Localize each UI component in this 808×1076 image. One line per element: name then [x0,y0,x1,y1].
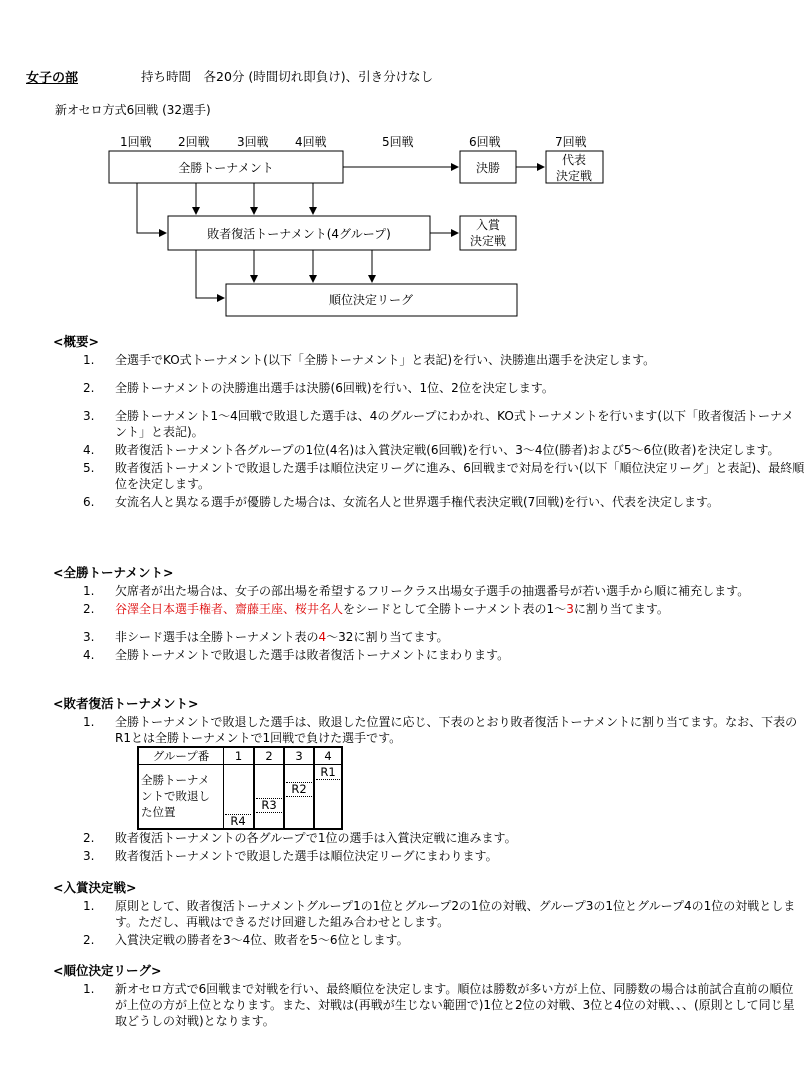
section-heading: <順位決定リーグ> [53,963,162,978]
page-title: 女子の部 [26,71,79,86]
group-number: 4 [315,748,341,765]
section-winners-tournament [53,563,805,665]
list-item: 5. 敗者復活トーナメントで敗退した選手は順位決定リーグに進み、6回戦まで対局を行い(以下「順位決定リーグ」と表記)、最終順位を決定します。 [83,461,805,491]
section-heading: <概要> [53,334,99,349]
section-overview [53,332,805,512]
list-item: 1. 新オセロ方式で6回戦まで対戦を行い、最終順位を決定します。順位は勝数が多い方が上位、同勝数の場合は前試合直前の順位が上位の方が上位となります。また、対戦は(再戦が生じない範囲で)1位と2位の対戦、3位と4位の対戦、、、(原則として同じ星取どうしの対戦)となります。 [83,982,795,1028]
list-item: 1. 原則として、敗者復活トーナメントグループ1の1位とグループ2の1位の対戦、グループ3の1位とグループ4の1位の対戦とします。ただし、再戦はできるだけ回避した組み合わせとします。 [83,899,796,929]
table-cell: R2 [286,782,312,797]
prize-label-1: 入賞 [475,218,501,232]
section-losers-tournament [53,694,805,748]
list-item: 1. 全選手でKO式トーナメント(以下「全勝トーナメント」と表記)を行い、決勝進出選手を決定します。 [83,353,656,367]
list-item: 6. 女流名人と異なる選手が優勝した場合は、女流名人と世界選手権代表決定戦(7回戦)を行い、代表を決定します。 [83,495,720,509]
list-item: 1. 欠席者が出た場合は、女子の部出場を希望するフリークラス出場女子選手の抽選番号が若い選手から順に補充します。 [83,584,750,598]
section-heading: <敗者復活トーナメント> [53,696,199,711]
group-number: 1 [224,748,255,765]
group-number: 2 [255,748,285,765]
ranking-league-label: 順位決定リーグ [328,293,414,307]
group-assignment-table [137,746,343,830]
group-number: 3 [285,748,315,765]
table-cell: R3 [256,798,282,813]
list-item: 2. 入賞決定戦の勝者を3～4位、敗者を5～6位とします。 [83,933,409,947]
final-label: 決勝 [475,161,501,175]
round-label-4: 4回戦 [295,135,327,149]
losers-tournament-label: 敗者復活トーナメント(4グループ) [207,227,391,241]
round-label-3: 3回戦 [237,135,269,149]
round-label-1: 1回戦 [120,135,152,149]
section-heading: <全勝トーナメント> [53,565,174,580]
list-item: 3. 敗者復活トーナメントで敗退した選手は順位決定リーグにまわります。 [83,849,498,863]
round-label-6: 6回戦 [469,135,501,149]
tournament-format: 新オセロ方式6回戦 (32選手) [55,103,211,117]
prize-label-2: 決定戦 [469,234,507,248]
table-cell: R4 [225,814,251,828]
list-item: 2. 全勝トーナメントの決勝進出選手は決勝(6回戦)を行い、1位、2位を決定します。 [83,381,554,395]
section-heading: <入賞決定戦> [53,880,137,895]
round-label-5: 5回戦 [382,135,414,149]
list-item: 4. 全勝トーナメントで敗退した選手は敗者復活トーナメントにまわります。 [83,648,510,662]
list-item: 4. 敗者復活トーナメント各グループの1位(4名)は入賞決定戦(6回戦)を行い、3～4位(勝者)および5～6位(敗者)を決定します。 [83,443,780,457]
section-ranking-league [53,961,805,1031]
representative-label-1: 代表 [561,153,587,167]
time-rule: 持ち時間 各20分 (時間切れ即負け)、引き分けなし [141,69,434,84]
section-prize-playoff [53,878,805,950]
list-item: 2. 敗者復活トーナメントの各グループで1位の選手は入賞決定戦に進みます。 [83,831,517,845]
section-losers-tournament-cont [53,830,805,866]
list-item: 3. 非シード選手は全勝トーナメント表の4～32に割り当てます。 [83,630,449,644]
tournament-flow-diagram [0,128,808,323]
representative-label-2: 決定戦 [555,169,593,183]
round-label-7: 7回戦 [555,135,587,149]
list-item: 3. 全勝トーナメント1～4回戦で敗退した選手は、4のグループにわかれ、KO式トーナメントを行います(以下「敗者復活トーナメント」と表記)。 [83,409,794,439]
table-row-label: 全勝トーナメントで敗退した位置 [141,773,210,819]
table-header-label: グループ番 [139,748,224,765]
round-label-2: 2回戦 [178,135,210,149]
winners-tournament-label: 全勝トーナメント [178,161,274,175]
list-item: 2. 谷澤全日本選手権者、齋藤王座、桜井名人をシードとして全勝トーナメント表の1～3に割り当てます。 [83,602,669,616]
list-item: 1. 全勝トーナメントで敗退した選手は、敗退した位置に応じ、下表のとおり敗者復活トーナメントに割り当てます。なお、下表のR1とは全勝トーナメントで1回戦で負けた選手です。 [83,715,798,745]
table-cell: R1 [316,766,340,780]
